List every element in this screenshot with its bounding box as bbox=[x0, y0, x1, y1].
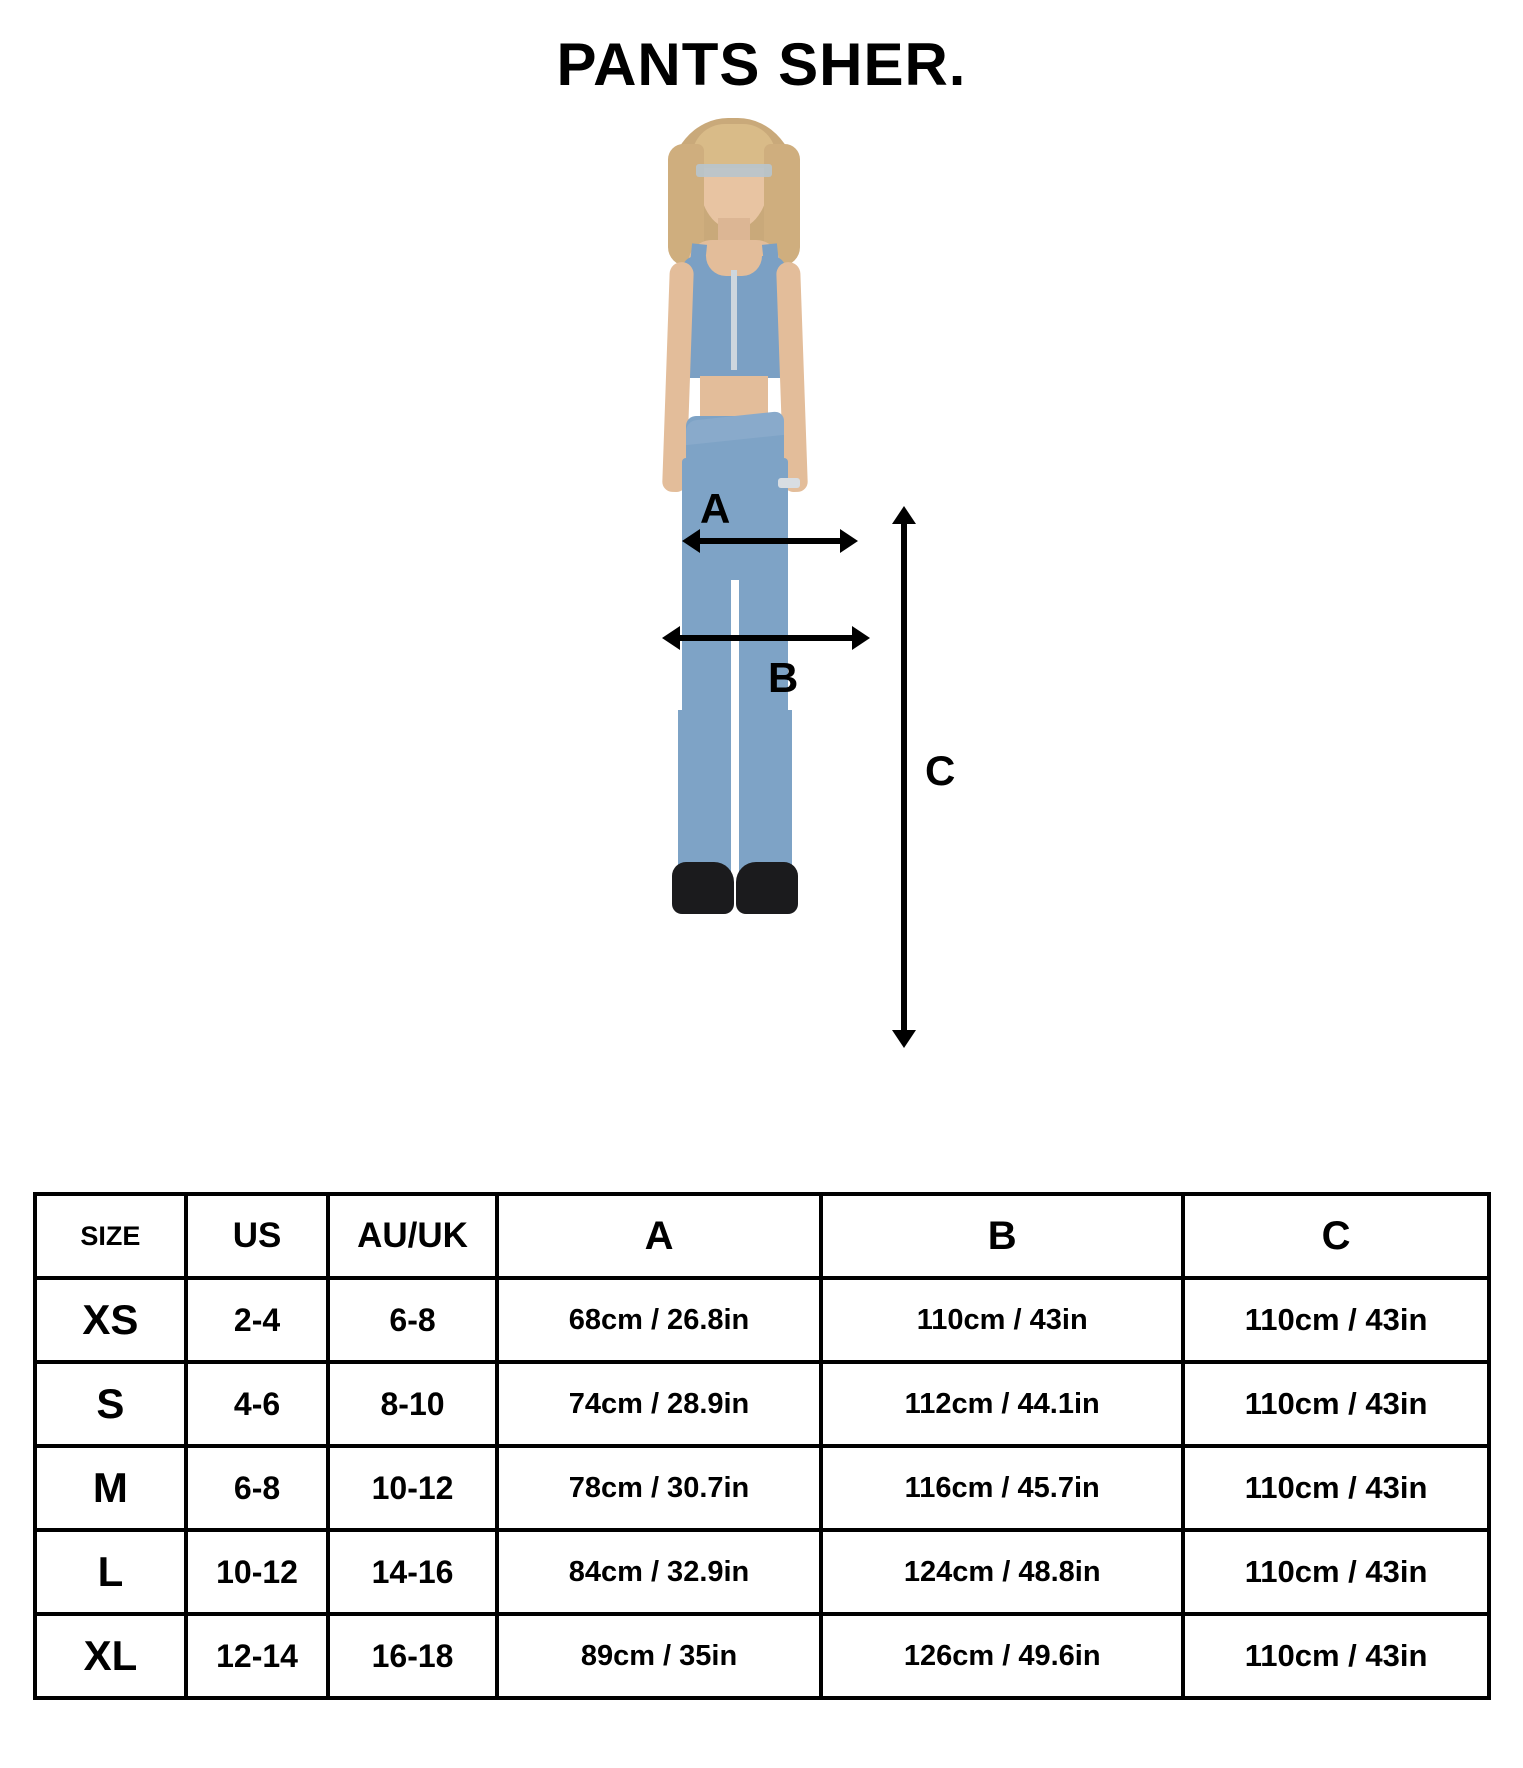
cell-size: M bbox=[35, 1446, 186, 1530]
measurement-label-b: B bbox=[768, 654, 799, 701]
pants-leg-left bbox=[678, 710, 732, 880]
cell-size: XL bbox=[35, 1614, 186, 1698]
measurement-arrow-b bbox=[678, 635, 854, 641]
cell-b: 110cm / 43in bbox=[821, 1278, 1183, 1362]
table-row bbox=[35, 1278, 1489, 1362]
cell-auuk: 14-16 bbox=[328, 1530, 496, 1614]
table-row bbox=[35, 1362, 1489, 1446]
cell-c: 110cm / 43in bbox=[1183, 1446, 1489, 1530]
cell-a: 84cm / 32.9in bbox=[497, 1530, 821, 1614]
table-row bbox=[35, 1530, 1489, 1614]
cell-auuk: 6-8 bbox=[328, 1278, 496, 1362]
column-header-size: SIZE bbox=[35, 1194, 186, 1278]
cell-us: 10-12 bbox=[186, 1530, 328, 1614]
cell-us: 6-8 bbox=[186, 1446, 328, 1530]
cell-auuk: 8-10 bbox=[328, 1362, 496, 1446]
shoe-right bbox=[736, 862, 798, 914]
size-table bbox=[33, 1192, 1491, 1700]
wrist-watch bbox=[778, 478, 800, 488]
cell-c: 110cm / 43in bbox=[1183, 1530, 1489, 1614]
shoe-left bbox=[672, 862, 734, 914]
sunglasses bbox=[696, 164, 772, 177]
cell-a: 89cm / 35in bbox=[497, 1614, 821, 1698]
cell-auuk: 10-12 bbox=[328, 1446, 496, 1530]
size-guide-diagram bbox=[0, 110, 1523, 1040]
measurement-label-c: C bbox=[925, 747, 956, 794]
measurement-arrow-c bbox=[901, 522, 907, 1032]
cell-us: 4-6 bbox=[186, 1362, 328, 1446]
pants-leg-gap bbox=[731, 580, 739, 880]
pants-leg-right bbox=[738, 710, 792, 880]
column-header-auuk: AU/UK bbox=[328, 1194, 496, 1278]
cell-c: 110cm / 43in bbox=[1183, 1362, 1489, 1446]
cell-b: 112cm / 44.1in bbox=[821, 1362, 1183, 1446]
cell-size: S bbox=[35, 1362, 186, 1446]
table-row bbox=[35, 1614, 1489, 1698]
cell-auuk: 16-18 bbox=[328, 1614, 496, 1698]
cell-c: 110cm / 43in bbox=[1183, 1614, 1489, 1698]
cell-size: XS bbox=[35, 1278, 186, 1362]
cell-c: 110cm / 43in bbox=[1183, 1278, 1489, 1362]
cell-b: 126cm / 49.6in bbox=[821, 1614, 1183, 1698]
table-row bbox=[35, 1446, 1489, 1530]
cell-us: 2-4 bbox=[186, 1278, 328, 1362]
measurement-label-a: A bbox=[700, 485, 731, 532]
cell-b: 124cm / 48.8in bbox=[821, 1530, 1183, 1614]
table-header-row bbox=[35, 1194, 1489, 1278]
model-illustration bbox=[620, 110, 910, 1030]
column-header-us: US bbox=[186, 1194, 328, 1278]
column-header-a: A bbox=[497, 1194, 821, 1278]
cell-a: 78cm / 30.7in bbox=[497, 1446, 821, 1530]
size-table-container bbox=[33, 1192, 1491, 1700]
zipper bbox=[731, 270, 737, 370]
cell-us: 12-14 bbox=[186, 1614, 328, 1698]
cell-a: 68cm / 26.8in bbox=[497, 1278, 821, 1362]
cell-a: 74cm / 28.9in bbox=[497, 1362, 821, 1446]
measurement-arrow-a bbox=[698, 538, 842, 544]
cell-b: 116cm / 45.7in bbox=[821, 1446, 1183, 1530]
cell-size: L bbox=[35, 1530, 186, 1614]
column-header-c: C bbox=[1183, 1194, 1489, 1278]
column-header-b: B bbox=[821, 1194, 1183, 1278]
page-title: PANTS SHER. bbox=[556, 31, 967, 98]
